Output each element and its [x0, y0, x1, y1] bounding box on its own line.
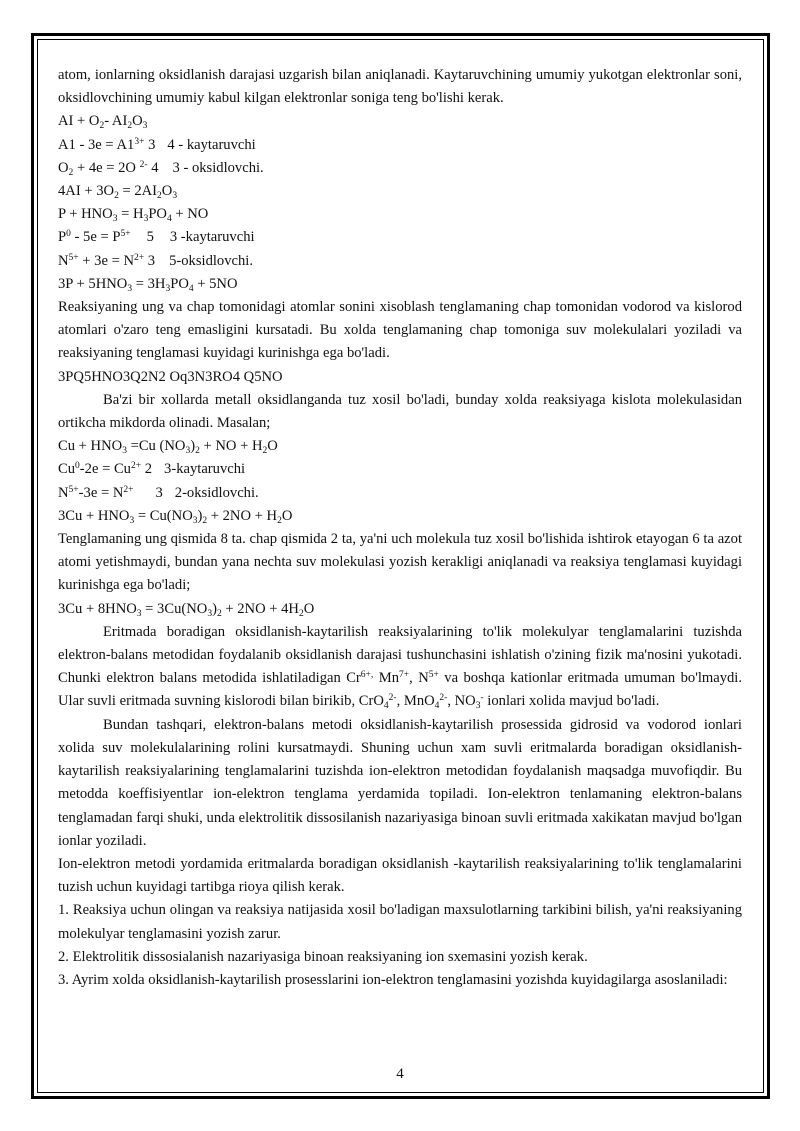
half-reaction-al: $A1 - 3e = A1^{3+}$ 3 4 - kaytaruvchi: [58, 136, 256, 153]
half-reaction-o2: $O_2 + 4e = 2O$ $^{2-}$ 4 3 - oksidlovchi.: [58, 159, 264, 178]
list-item: 2. Elektrolitik dissosialanish nazariyasiga binoan reaksiyaning ion sxemasini yozish kerak.: [58, 948, 588, 965]
page-number: 4: [396, 1066, 404, 1082]
half-reaction-p: $P^0 - 5e = P^{5+}$ 5 3 -kaytaruvchi: [58, 229, 255, 246]
equation-al-balanced: $4AI + 3O_2 = 2AI_2O_3$: [58, 183, 178, 202]
half-reaction-n2: $N^{5+}-3e = N^{2+}$ 3 2-oksidlovchi.: [58, 484, 259, 501]
page-content: [58, 64, 742, 992]
equation-p-balanced: $3P + 5HNO_3 = 3H_3PO_4 + 5NO$: [58, 275, 238, 294]
equation-garbled: 3PQ5HNO3Q2N2 Oq3N3RO4 Q5NO: [58, 368, 283, 385]
paragraph: Tenglamaning ung qismida 8 ta. chap qismida 2 ta, ya'ni uch molekula tuz xosil bo'lishida ishtirok etayogan 6 ta azot atomi yetishmaydi, bundan yana nechta suv molekulasi yozish kerakligi aniqlanadi va reaksiya tenglamasi kuyidagi kurinishga ega bo'ladi;: [58, 531, 742, 594]
equation-al-oxidation: AI + $O_2-$ $AI_2O_3$: [58, 113, 148, 132]
equation-cu-hno3: $Cu + HNO_3 =Cu$ $(NO_3)_2$ + NO + $H_2O$: [58, 438, 278, 457]
paragraph: Reaksiyaning ung va chap tomonidagi atomlar sonini xisoblash tenglamaning chap tomonidan vodorod va kislorod atomlari o'zaro teng emasligini kursatadi. Bu xolda tenglamaning chap tomoniga suv molekulalari yoziladi va reaksiyaning tenglamasi kuyidagi kurinishga ega bo'ladi.: [58, 299, 742, 362]
paragraph: Eritmada boradigan oksidlanish-kaytarilish reaksiyalarining to'lik molekulyar tenglamalarini tuzishda elektron-balans metodidan foydalanib oksidlanish darajasi tushunchasini ishlatish o'zining fizik ma'nosini yukotadi. Chunki elektron balans metodida ishlatiladigan $Cr^{6+,}$ $Mn^{7+}$, $N^{5+}$ va boshqa kationlar eritmada umuman bo'lmaydi. Ular suvli eritmada suvning kislorodi bilan birikib, CrO$_4^{2-}$, MnO$_4^{2-}$, $NO_3^-$ ionlari xolida mavjud bo'ladi.: [58, 623, 743, 712]
equation-cu-balanced: $3Cu + 8HNO_3 = 3Cu(NO_3)_2 + 2NO + 4H_2O$: [58, 600, 315, 619]
paragraph: atom, ionlarning oksidlanish darajasi uzgarish bilan aniqlanadi. Kaytaruvchining umumiy yukotgan elektronlar soni, oksidlovchining umumiy kabul kilgan elektronlar soniga teng bo'lishi kerak.: [58, 67, 742, 107]
paragraph: Bundan tashqari, elektron-balans metodi oksidlanish-kaytarilish prosessida gidrosid va vodorod ionlari xolida suv molekulalarining rolini kursatmaydi. Shuning uchun xam suvli eritmalarda boradigan oksidlanish-kaytarilish reaksiyalarining tenglamalarini tuzishda ion-elektron metodidan foydalanish maqsadga muvofiqdir. Bu metodda koeffisiyentlar ion-elektron tenglama yerdamida topiladi. Ion-elektron tenlamaning elektron-balans tenglamadan farqi shuki, unda elektrolitik dissosilanish nazariyasiga binoan suvli eritmada xakikatan mavjud bo'lgan ionlar yoziladi.: [58, 716, 742, 849]
paragraph: Ion-elektron metodi yordamida eritmalarda boradigan oksidlanish -kaytarilish reaksiyalarining to'lik tenglamalarini tuzish uchun kuyidagi tartibga rioya qilish kerak.: [58, 855, 742, 896]
half-reaction-n: $N^{5+} + 3e = N^{2+}$ 3 5-oksidlovchi.: [58, 252, 254, 269]
half-reaction-cu: $Cu^0-2e = Cu^{2+}$ 2 3-kaytaruvchi: [58, 461, 246, 478]
list-item: 1. Reaksiya uchun olingan va reaksiya natijasida xosil bo'ladigan maxsulotlarning tarkibini bilish, ya'ni reaksiyaning molekulyar tenglamasini yozish zarur.: [58, 902, 742, 942]
equation-cu-partial: $3Cu + HNO_3 = Cu(NO_3)_2 + 2NO + H_2O$: [58, 507, 293, 526]
equation-p-hno3: $P + HNO_3 = H_3PO_4$ + NO: [58, 206, 209, 225]
list-item: 3. Ayrim xolda oksidlanish-kaytarilish prosesslarini ion-elektron tenglamasini yozishda kuyidagilarga asoslaniladi:: [58, 971, 728, 988]
paragraph: Ba'zi bir xollarda metall oksidlanganda tuz xosil bo'ladi, bunday xolda reaksiyaga kislota molekulasidan ortikcha mikdorda olinadi. Masalan;: [58, 391, 742, 432]
